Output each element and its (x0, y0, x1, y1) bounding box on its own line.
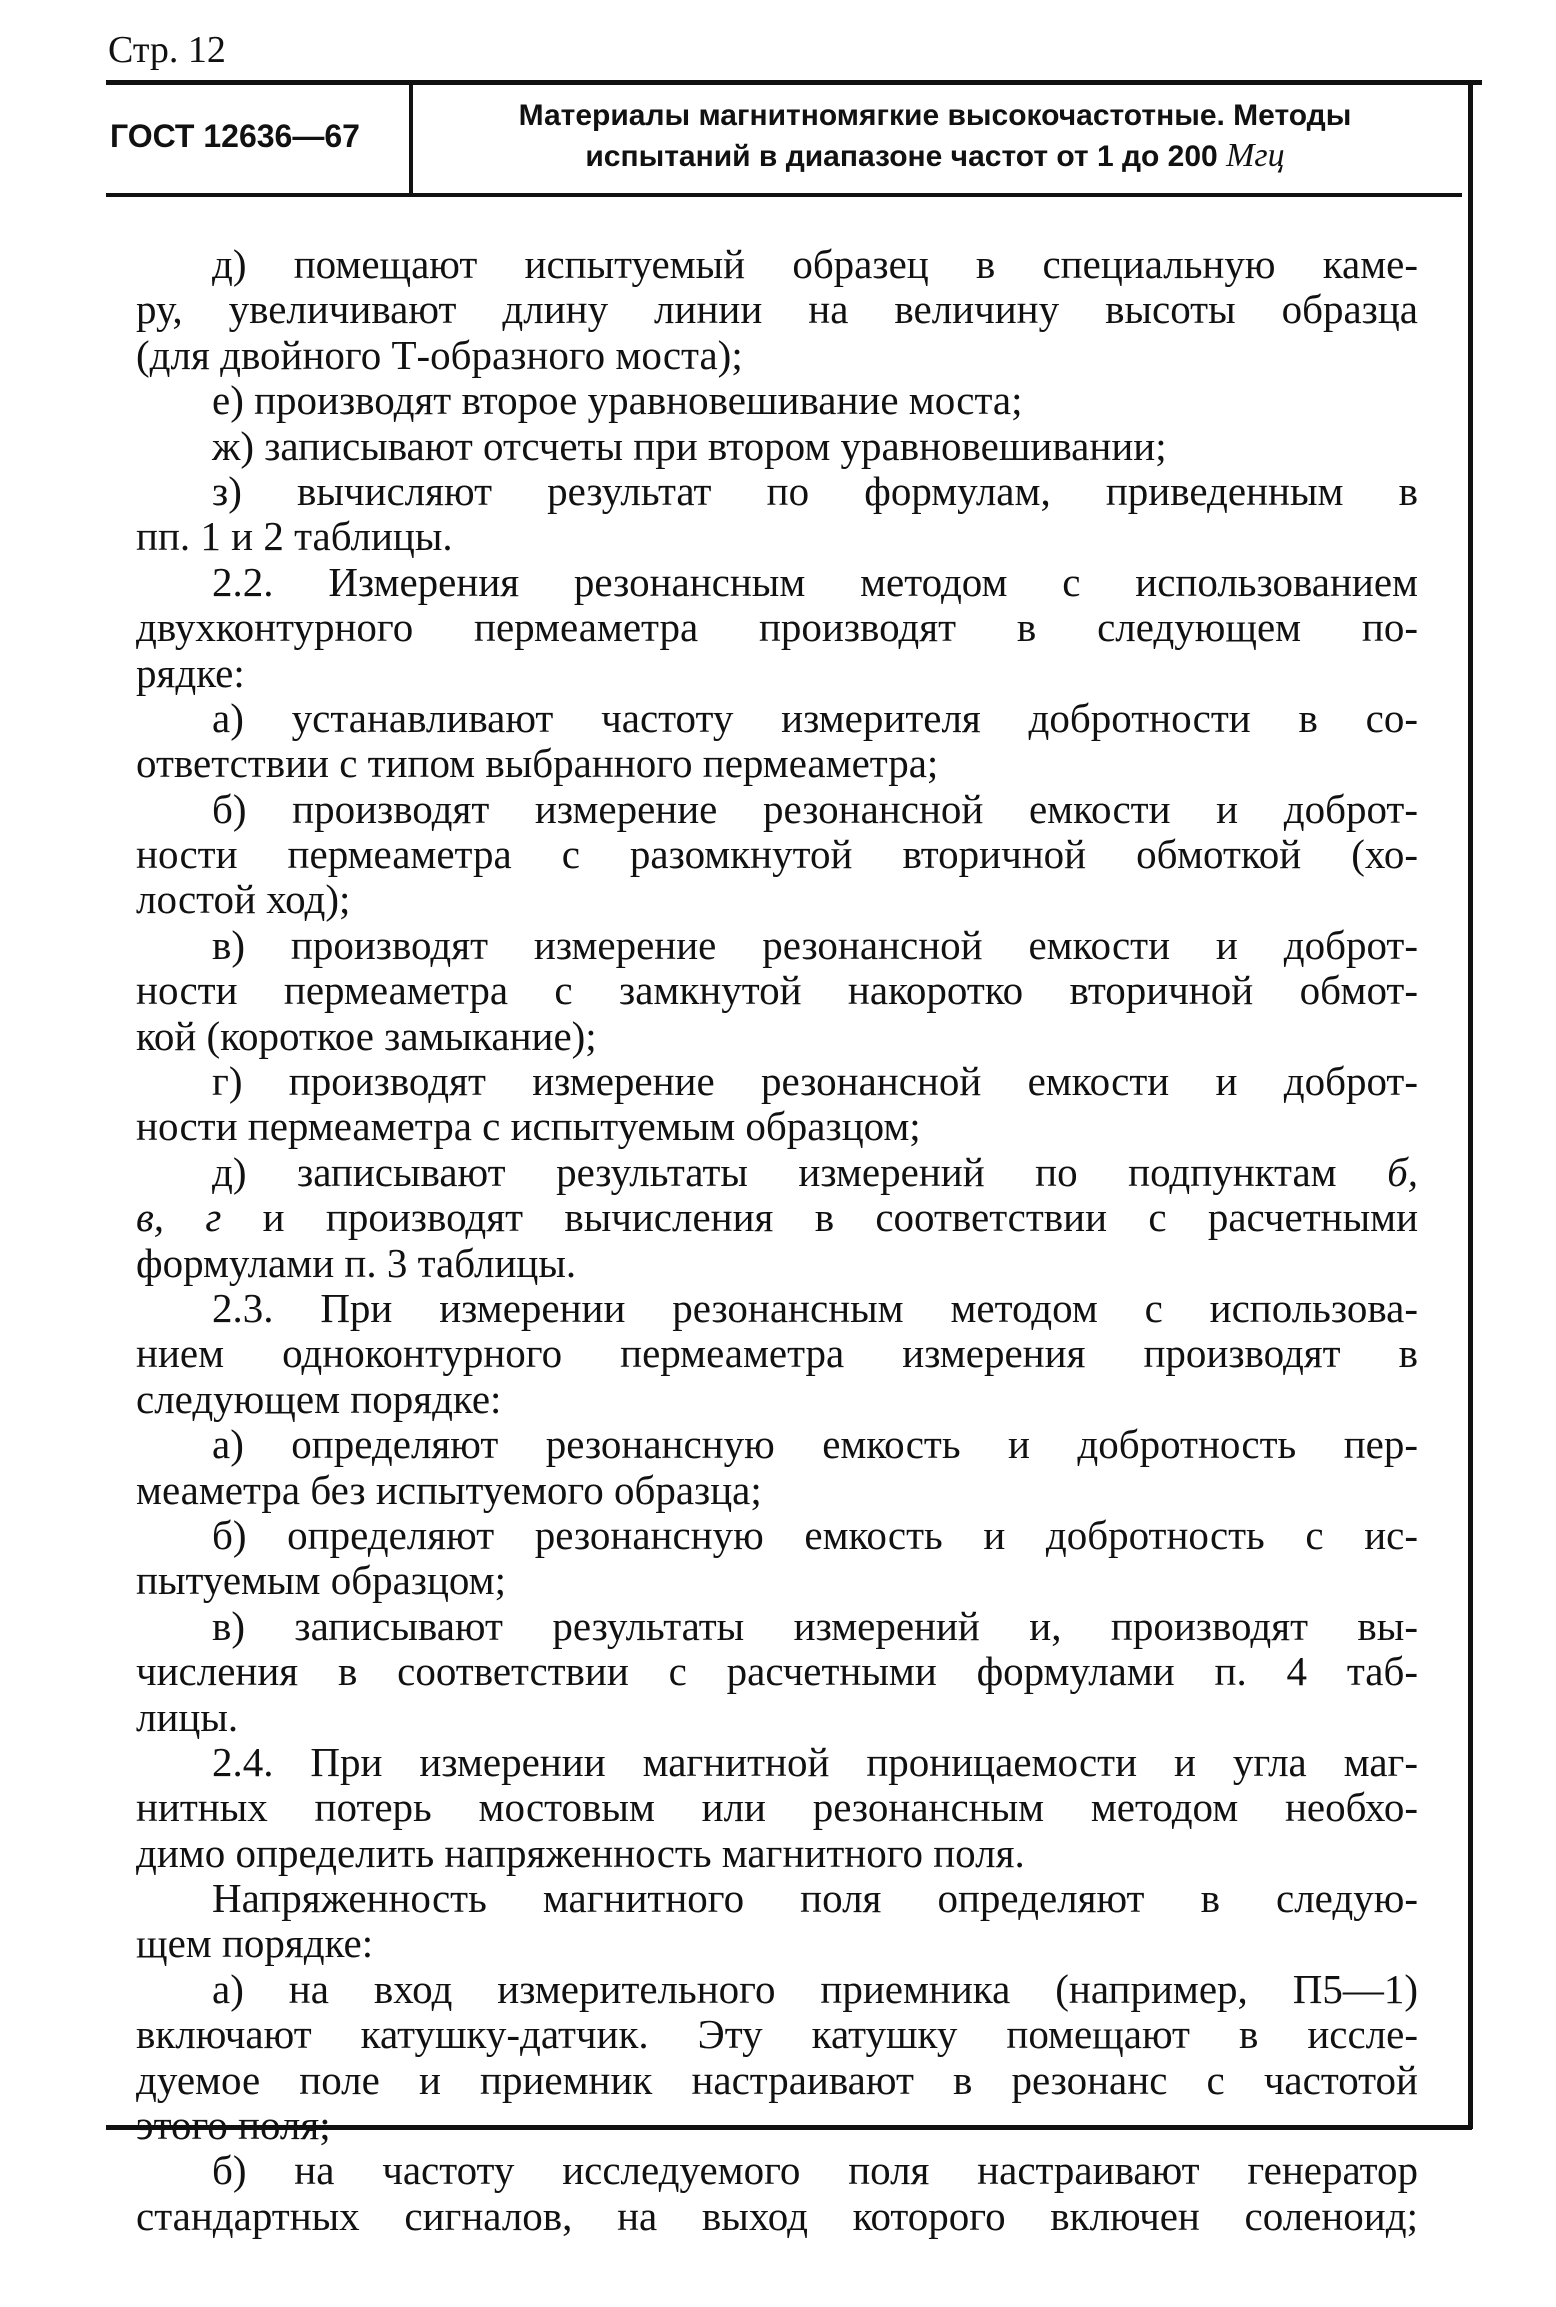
text-line: а) определяют резонансную емкость и добротность пер- (212, 1421, 1418, 1468)
text-line: димо определить напряженность магнитного поля. (136, 1829, 1025, 1876)
text-line: ности пермеаметра с разомкнутой вторичной обмоткой (хо- (136, 831, 1418, 878)
text-line: рядке: (136, 649, 245, 696)
text-line: ности пермеаметра с замкнутой накоротко вторичной обмот- (136, 967, 1418, 1014)
text-line: е) производят второе уравновешивание моста; (212, 377, 1023, 424)
document-title (430, 96, 1440, 176)
text-line: этого поля; (136, 2102, 331, 2149)
text-line: б) производят измерение резонансной емкости и доброт- (212, 785, 1418, 832)
text-run: д) записывают результаты измерений по подпунктам (212, 1148, 1337, 1195)
text-line: 2.2. Измерения резонансным методом с использованием (212, 558, 1418, 605)
text-line: б) на частоту исследуемого поля настраивают генератор (212, 2147, 1418, 2194)
text-line: меаметра без испытуемого образца; (136, 1466, 762, 1513)
text-line: кой (короткое замыкание); (136, 1012, 597, 1059)
text-line: Напряженность магнитного поля определяют в следую- (212, 1875, 1418, 1922)
text-line: нитных потерь мостовым или резонансным методом необхо- (136, 1784, 1418, 1831)
title-line-1: Материалы магнитномягкие высокочастотные. Методы (518, 99, 1352, 132)
text-line: лостой ход); (136, 876, 351, 923)
text-line: ж) записывают отсчеты при втором уравновешивании; (212, 422, 1167, 469)
text-line: нием одноконтурного пермеаметра измерения производят в (136, 1330, 1418, 1377)
text-line: 2.4. При измерении магнитной проницаемости и угла маг- (212, 1738, 1418, 1785)
text-line: а) устанавливают частоту измерителя добротности в со- (212, 694, 1418, 741)
text-line: в) производят измерение резонансной емкости и доброт- (212, 921, 1418, 968)
text-line: г) производят измерение резонансной емкости и доброт- (212, 1058, 1418, 1105)
gost-code: ГОСТ 12636—67 (110, 118, 360, 154)
right-border (1468, 84, 1473, 2129)
text-line: 2.3. При измерении резонансным методом с использова- (212, 1284, 1418, 1331)
frequency-unit: Мгц (1226, 137, 1285, 174)
italic-ref: в, г (136, 1194, 222, 1241)
top-rule (106, 80, 1482, 85)
text-line: а) на вход измерительного приемника (например, П5—1) (212, 1965, 1418, 2012)
text-run: и производят вычисления в соответствии с расчетными (262, 1194, 1419, 1241)
title-line-2-text: испытаний в диапазоне частот от 1 до 200 (585, 140, 1218, 173)
text-line: щем порядке: (136, 1920, 374, 1967)
text-line: ности пермеаметра с испытуемым образцом; (136, 1103, 921, 1150)
text-line: двухконтурного пермеаметра производят в следующем по- (136, 604, 1418, 651)
text-line: лицы. (136, 1693, 239, 1740)
text-line: в) записывают результаты измерений и, производят вы- (212, 1602, 1418, 1649)
text-line: дуемое поле и приемник настраивают в резонанс с частотой (136, 2056, 1418, 2103)
header-divider (409, 84, 413, 194)
text-line: следующем порядке: (136, 1375, 502, 1422)
text-line: пытуемым образцом; (136, 1557, 506, 1604)
text-line: стандартных сигналов, на выход которого включен соленоид; (136, 2192, 1418, 2239)
title-line-2 (430, 136, 1440, 176)
text-line: (для двойного Т-образного моста); (136, 331, 743, 378)
header-rule (106, 193, 1462, 197)
text-line: формулами п. 3 таблицы. (136, 1239, 577, 1286)
text-line: включают катушку-датчик. Эту катушку помещают в иссле- (136, 2011, 1418, 2058)
text-line (136, 1195, 1418, 1240)
body-text (136, 242, 1418, 2239)
text-line: числения в соответствии с расчетными формулами п. 4 таб- (136, 1648, 1418, 1695)
text-line: пп. 1 и 2 таблицы. (136, 513, 453, 560)
text-line: д) помещают испытуемый образец в специальную каме- (212, 241, 1418, 287)
page-number: Стр. 12 (108, 29, 226, 71)
text-line: ответствии с типом выбранного пермеаметра; (136, 740, 939, 787)
text-line: ру, увеличивают длину линии на величину высоты образца (136, 286, 1418, 333)
text-line: б) определяют резонансную емкость и добротность с ис- (212, 1511, 1418, 1558)
text-line (136, 1150, 1418, 1195)
text-line: з) вычисляют результат по формулам, приведенным в (212, 467, 1418, 514)
italic-ref: б, (1387, 1148, 1418, 1195)
